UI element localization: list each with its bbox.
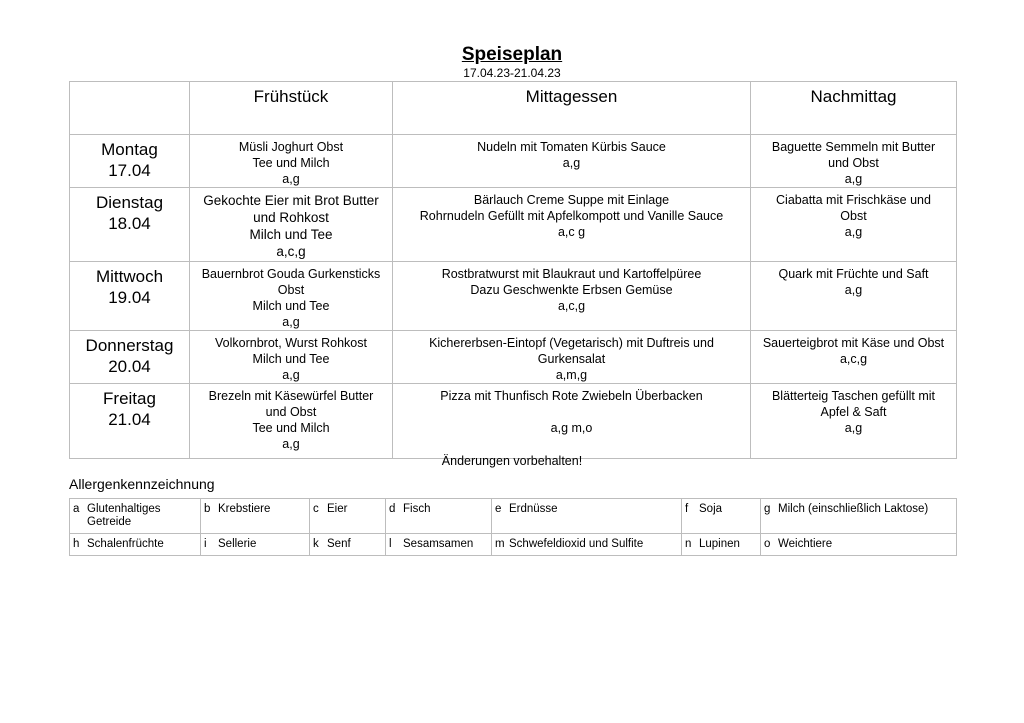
meal-cell-nachmittag [751,135,957,188]
allergen-code: n [685,538,692,550]
allergen-label: Glutenhaltiges Getreide [87,503,161,528]
allergen-code: c [313,503,319,515]
day-row [70,331,957,384]
meal-line: und Obst [265,405,317,419]
allergen-cell [682,534,761,556]
column-header-fruehstueck: Frühstück [190,82,393,135]
allergen-label: Sellerie [218,538,257,550]
allergen-cell [761,534,957,556]
allergen-cell [492,499,682,534]
meal-line: und Rohkost [253,210,329,225]
meal-plan-header-row [70,82,957,135]
meal-line: Quark mit Früchte und Saft [778,267,929,281]
allergen-code: k [313,538,319,550]
allergen-code: o [764,538,771,550]
allergen-table [69,498,957,556]
meal-line: Obst [277,283,305,297]
meal-cell-mittagessen [393,384,751,459]
meal-line: Milch und Tee [252,299,330,313]
day-name: Donnerstag [85,336,174,355]
meal-line: Rohrnudeln Gefüllt mit Apfelkompott und Vanille Sauce [419,209,724,223]
allergen-code: d [389,503,396,515]
meal-line: a,c g [557,225,586,239]
meal-line: a,g [844,421,863,435]
day-date: 17.04 [108,161,151,180]
allergen-label: Erdnüsse [509,503,558,515]
meal-line: Rostbratwurst mit Blaukraut und Kartoffelpüree [441,267,702,281]
column-header-nachmittag: Nachmittag [751,82,957,135]
allergen-code: e [495,503,502,515]
allergen-label: Weichtiere [778,538,833,550]
allergen-label: Schalenfrüchte [87,538,164,550]
allergen-cell [70,534,201,556]
day-name: Mittwoch [95,267,164,286]
allergen-label: Milch (einschließlich Laktose) [778,503,929,515]
allergen-row [70,534,957,556]
meal-line: Obst [840,209,867,223]
allergen-cell [310,534,386,556]
allergen-code: h [73,538,80,550]
day-row [70,384,957,459]
day-cell [70,262,190,331]
day-cell [70,331,190,384]
day-date: 20.04 [108,357,151,376]
meal-line: a,g [282,172,300,186]
allergen-cell [492,534,682,556]
allergen-label: Senf [327,538,351,550]
meal-line: a,c,g [276,244,306,259]
meal-line: a,g [844,283,863,297]
meal-cell-nachmittag [751,262,957,331]
meal-line: Gurkensalat [537,352,606,366]
allergen-code: l [389,538,392,550]
allergen-heading: Allergenkennzeichnung [69,476,215,492]
meal-cell-fruehstueck [190,135,393,188]
changes-notice: Änderungen vorbehalten! [441,454,583,468]
day-date: 19.04 [108,288,151,307]
column-header-day [70,82,190,135]
meal-line: a,g [282,315,300,329]
meal-line: Pizza mit Thunfisch Rote Zwiebeln Überbacken [440,389,703,403]
allergen-code: f [685,503,689,515]
day-row [70,135,957,188]
allergen-cell [682,499,761,534]
day-name: Freitag [103,389,156,408]
allergen-cell [201,499,310,534]
allergen-cell [310,499,386,534]
meal-cell-mittagessen [393,331,751,384]
meal-line: a,g [844,172,863,186]
page-title: Speiseplan [461,44,563,65]
meal-line: Tee und Milch [252,156,330,170]
meal-line: Apfel & Saft [820,405,887,419]
meal-line: Milch und Tee [252,352,330,366]
meal-cell-fruehstueck [190,262,393,331]
allergen-label: Schwefeldioxid und Sulfite [509,538,644,550]
day-row [70,188,957,262]
meal-line: Milch und Tee [249,227,333,242]
meal-line: a,g [282,437,300,451]
allergen-label: Soja [699,503,723,515]
meal-cell-mittagessen [393,262,751,331]
allergen-label: Krebstiere [218,503,271,515]
meal-line: Brezeln mit Käsewürfel Butter [208,389,374,403]
day-date: 18.04 [108,214,151,233]
allergen-label: Fisch [403,503,431,515]
meal-line: Blätterteig Taschen gefüllt mit [771,389,936,403]
allergen-code: i [204,538,207,550]
meal-cell-fruehstueck [190,384,393,459]
meal-cell-fruehstueck [190,188,393,262]
day-name: Dienstag [95,193,164,212]
meal-plan-table [69,81,957,459]
meal-line: Gekochte Eier mit Brot Butter [203,193,379,208]
column-header-mittagessen: Mittagessen [393,82,751,135]
meal-cell-nachmittag [751,331,957,384]
meal-line: a,g [562,156,581,170]
allergen-cell [761,499,957,534]
empty-line [396,404,747,420]
meal-line: Müsli Joghurt Obst [238,140,344,154]
allergen-cell [201,534,310,556]
day-cell [70,135,190,188]
meal-line: und Obst [828,156,879,170]
meal-line: a,m,g [555,368,588,382]
day-cell [70,384,190,459]
allergen-label: Sesamsamen [403,538,474,550]
meal-line: Volkornbrot, Wurst Rohkost [215,336,367,350]
meal-line: Nudeln mit Tomaten Kürbis Sauce [477,140,666,154]
allergen-code: a [73,503,80,515]
allergen-cell [386,499,492,534]
allergen-code: g [764,503,771,515]
allergen-cell [386,534,492,556]
meal-line: Bärlauch Creme Suppe mit Einlage [473,193,670,207]
date-range: 17.04.23-21.04.23 [463,66,561,80]
allergen-cell [70,499,201,534]
meal-line: a,g [844,225,863,239]
meal-line: a,c,g [557,299,586,313]
day-row [70,262,957,331]
day-cell [70,188,190,262]
meal-cell-nachmittag [751,188,957,262]
allergen-row [70,499,957,534]
meal-line: Kichererbsen-Eintopf (Vegetarisch) mit Duftreis und [429,336,714,350]
meal-cell-fruehstueck [190,331,393,384]
allergen-label: Eier [327,503,348,515]
meal-line: a,c,g [839,352,868,366]
meal-line: a,g [282,368,300,382]
day-name: Montag [101,140,158,159]
day-date: 21.04 [108,410,151,429]
meal-line: Tee und Milch [252,421,330,435]
allergen-code: m [495,538,505,550]
meal-line: Dazu Geschwenkte Erbsen Gemüse [470,283,673,297]
meal-cell-mittagessen [393,135,751,188]
meal-line: Ciabatta mit Frischkäse und [776,193,931,207]
allergen-code: b [204,503,211,515]
meal-cell-nachmittag [751,384,957,459]
allergen-label: Lupinen [699,538,740,550]
meal-line: Sauerteigbrot mit Käse und Obst [762,336,945,350]
meal-line: a,g m,o [550,421,593,435]
meal-cell-mittagessen [393,188,751,262]
meal-line: Bauernbrot Gouda Gurkensticks [201,267,381,281]
meal-line: Baguette Semmeln mit Butter [771,140,936,154]
